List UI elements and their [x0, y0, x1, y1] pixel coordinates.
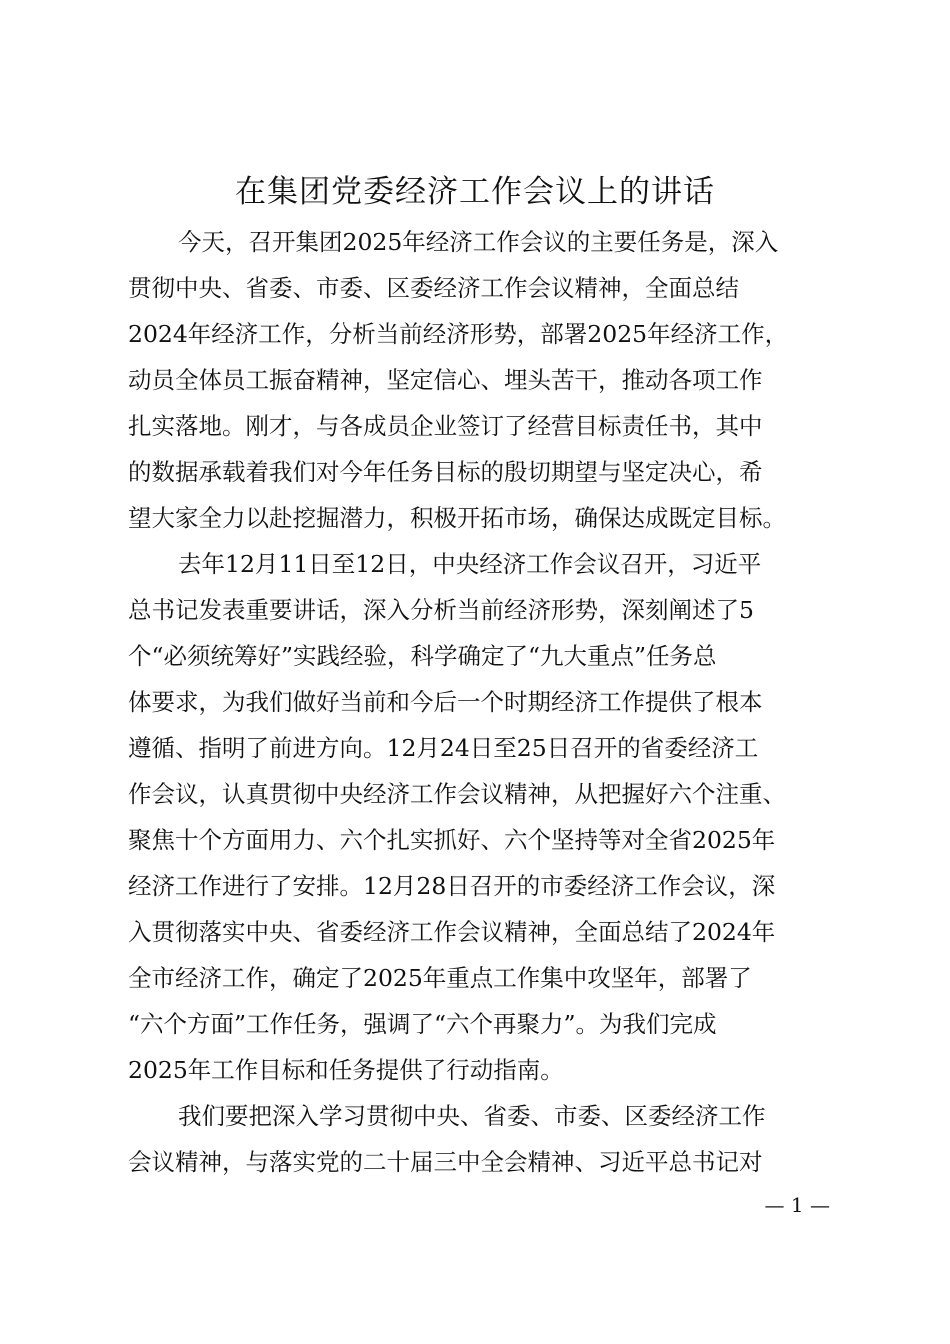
paragraph-2-line-2: 总书记发表重要讲话，深入分析当前经济形势，深刻阐述了5 — [128, 596, 754, 624]
paragraph-2-line-12: 2025年工作目标和任务提供了行动指南。 — [128, 1056, 564, 1084]
paragraph-2-line-11: “六个方面”工作任务，强调了“六个再聚力”。为我们完成 — [128, 1010, 717, 1038]
paragraph-2-line-3: 个“必须统筹好”实践经验，科学确定了“九大重点”任务总 — [128, 642, 717, 670]
paragraph-1-line-7: 望大家全力以赴挖掘潜力，积极开拓市场，确保达成既定目标。 — [128, 504, 786, 532]
paragraph-1-line-5: 扎实落地。刚才，与各成员企业签订了经营目标责任书，其中 — [128, 412, 763, 440]
paragraph-2-line-10: 全市经济工作，确定了2025年重点工作集中攻坚年，部署了 — [128, 964, 752, 992]
paragraph-2-line-6: 作会议，认真贯彻中央经济工作会议精神，从把握好六个注重、 — [128, 780, 786, 808]
paragraph-2-line-1: 去年12月11日至12日，中央经济工作会议召开，习近平 — [178, 550, 762, 578]
paragraph-2-line-7: 聚焦十个方面用力、六个扎实抓好、六个坚持等对全省2025年 — [128, 826, 776, 854]
paragraph-2-line-9: 入贯彻落实中央、省委经济工作会议精神，全面总结了2024年 — [128, 918, 776, 946]
page-number: — 1 — — [764, 1193, 830, 1217]
paragraph-2-line-4: 体要求，为我们做好当前和今后一个时期经济工作提供了根本 — [128, 688, 763, 716]
paragraph-1-line-6: 的数据承载着我们对今年任务目标的殷切期望与坚定决心，希 — [128, 458, 763, 486]
paragraph-3-line-1: 我们要把深入学习贯彻中央、省委、市委、区委经济工作 — [178, 1102, 766, 1130]
paragraph-2-line-8: 经济工作进行了安排。12月28日召开的市委经济工作会议，深 — [128, 872, 776, 900]
paragraph-1-line-3: 2024年经济工作，分析当前经济形势，部署2025年经济工作， — [128, 320, 789, 348]
paragraph-1-line-4: 动员全体员工振奋精神，坚定信心、埋头苦干，推动各项工作 — [128, 366, 763, 394]
document-title: 在集团党委经济工作会议上的讲话 — [235, 174, 715, 210]
paragraph-2-line-5: 遵循、指明了前进方向。12月24日至25日召开的省委经济工 — [128, 734, 759, 762]
paragraph-1-line-1: 今天，召开集团2025年经济工作会议的主要任务是，深入 — [178, 228, 779, 256]
paragraph-3-line-2: 会议精神，与落实党的二十届三中全会精神、习近平总书记对 — [128, 1148, 763, 1176]
paragraph-1-line-2: 贯彻中央、省委、市委、区委经济工作会议精神，全面总结 — [128, 274, 739, 302]
